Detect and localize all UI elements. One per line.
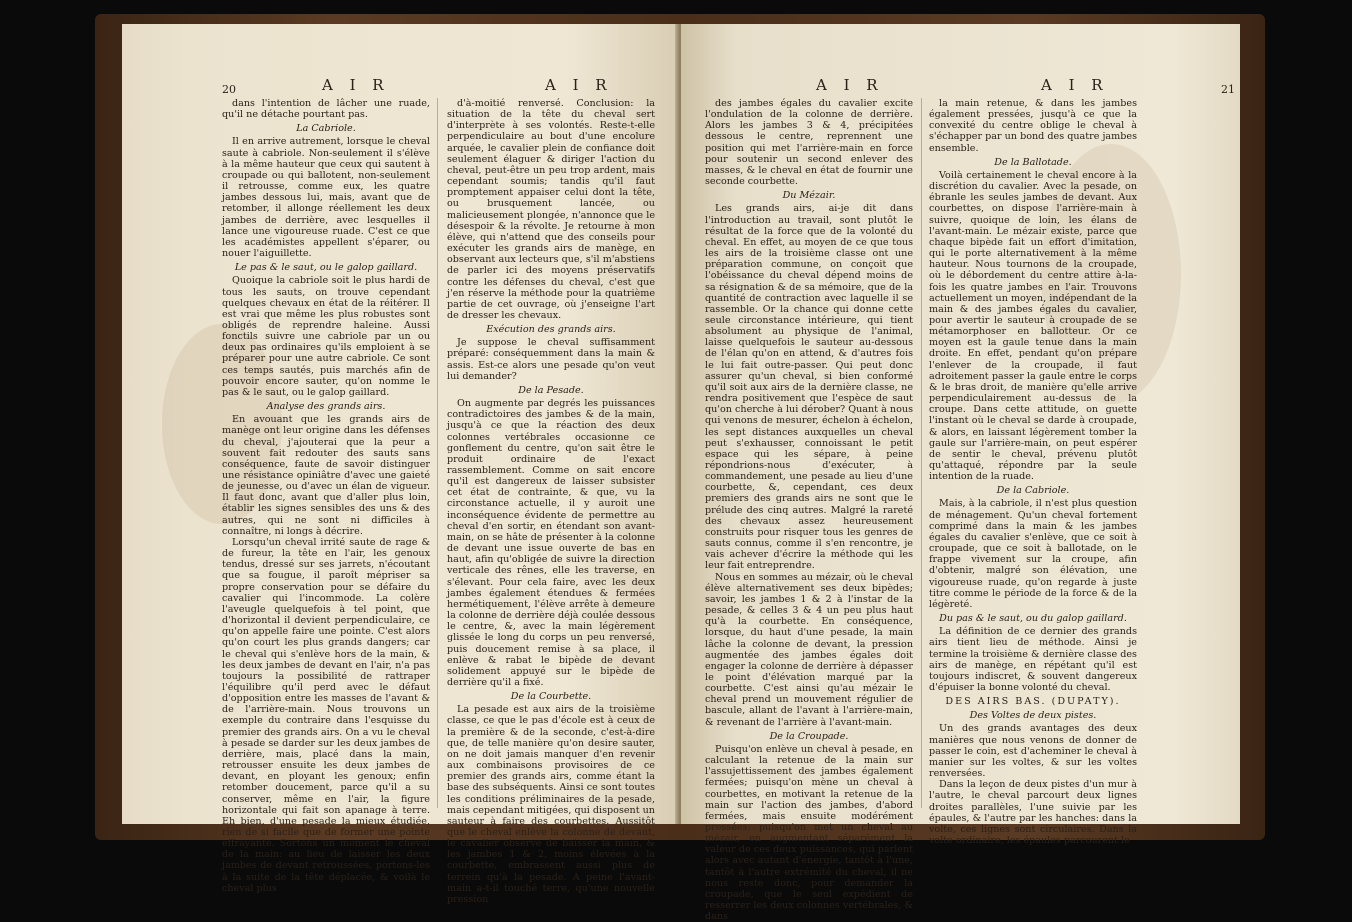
- column-divider: [437, 98, 438, 808]
- text-column: [929, 98, 1137, 846]
- paragraph: Voilà certainement le cheval encore à la discrétion du cavalier. Avec la pesade, on ébranle les seules jambes de devant. Aux courbettes, on dispose l'arrière-main à suivre, quoique de loin, les élans de l'avant-main. Le mézair existe, parce que chaque bipède fait un effort d'imitation, qui le porte alternativement à la même hauteur. Nous tournons de la croupade, où le débordement du centre attire à-la-fois les quatre jambes en l'air. Trouvons actuellement un moyen, indépendant de la main & des jambes égales du cavalier, pour avertir le sauteur à croupade de se métamorphoser en ballotteur. Or ce moyen est la gaule tenue dans la main droite. En effet, pendant qu'on prépare l'enlever de la croupade, il faut adroitement passer la gaule entre le corps & le bras droit, de manière qu'elle arrive perpendiculairement au-dessus de la croupe. Dans cette attitude, on guette l'instant où le cheval se darde à croupade, & alors, en laissant légèrement tomber la gaule sur l'arrière-main, on peut espérer de sentir le cheval, prévenu plutôt qu'attaqué, répondre par la seule intention de la ruade.: [929, 169, 1137, 483]
- section-heading: Des Voltes de deux pistes.: [969, 710, 1097, 722]
- section-heading: La Cabriole.: [296, 123, 356, 135]
- section-heading: Le pas & le saut, ou le galop gaillard.: [234, 262, 418, 274]
- paragraph: Puisqu'on enlève un cheval à pesade, en calculant la retenue de la main sur l'assujettissement des jambes également fermées; puisqu'on mène un cheval à courbettes, en motivant la retenue de la main sur l'action des jambes, d'abord fermées, mais ensuite modérément pressées; puisqu'on met un cheval au mézair, en augmentant séparément la valeur de ces deux puissances, qui parlent alors avec autant d'énergie, tantôt à l'une, tantôt à l'autre extrémité du cheval, il ne nous reste donc, pour demander la croupade, que le seul expédient de resserrer les deux colonnes vertébrales, & dans: [705, 743, 913, 922]
- section-heading: De la Ballotade.: [994, 156, 1072, 168]
- paragraph: Dans la leçon de deux pistes d'un mur à l'autre, le cheval parcourt deux lignes droites parallèles, l'une suivie par les épaules, & l'autre par les hanches: dans la volte, ces lignes sont circulaires. Dans la volte ordinaire, les épaules parcourent le: [929, 779, 1137, 846]
- paragraph: La pesade est aux airs de la troisième classe, ce que le pas d'école est à ceux de la première & de la seconde, c'est-à-dire que, de telle manière qu'on desire sauter, on ne doit jamais manquer d'en revenir aux combinaisons provisoires de ce premier des grands airs, comme étant la base des subséquents. Ainsi ce sont toutes les conditions préliminaires de la pesade, mais cependant mitigées, qui disposent un sauteur à faire des courbettes. Aussitôt que le cheval enlève la colonne de devant, le cavalier observe de baisser la main, & les jambes 1 & 2, moins élevées à la courbette, embrassent aussi plus de terrein qu'à la pesade. A peine l'avant-main a-t-il touché terre, qu'une nouvelle pression: [447, 704, 655, 905]
- section-heading: DES AIRS BAS. (DUPATY).: [945, 696, 1121, 708]
- paragraph: des jambes égales du cavalier excite l'ondulation de la colonne de derrière. Alors les jambes 3 & 4, précipitées dessous le centre, reprennent une position qui met l'arrière-main en force pour soutenir un second enlever des masses, & le cheval en état de fournir une seconde courbette.: [705, 98, 913, 188]
- column-divider: [921, 98, 922, 808]
- paragraph: Je suppose le cheval suffisamment préparé: conséquemment dans la main & assis. Est-ce alors une pesade qu'on veut lui demander?: [447, 337, 655, 382]
- section-heading: De la Courbette.: [510, 691, 592, 703]
- paragraph: Nous en sommes au mézair, où le cheval élève alternativement ses deux bipèdes; savoir, les jambes 1 & 2 à l'instar de la pesade, & celles 3 & 4 un peu plus haut qu'à la courbette. En conséquence, lorsque, du haut d'une pesade, la main lâche la colonne de devant, la pression augmentée des jambes égales doit engager la colonne de derrière à dépasser le point d'élévation marqué par la courbette. C'est ainsi qu'au mézair le cheval prend un mouvement régulier de bascule, allant de l'avant à l'arrière-main, & revenant de l'arrière à l'avant-main.: [705, 571, 913, 728]
- open-book: [95, 14, 1265, 922]
- section-heading: De la Pesade.: [518, 384, 584, 396]
- paragraph: Il en arrive autrement, lorsque le cheval saute à cabriole. Non-seulement il s'élève à la même hauteur que ceux qui sautent à croupade ou qui ballotent, non-seulement il retrousse, comme eux, les quatre jambes dessous lui, mais, avant que de retomber, il allonge réellement les deux jambes de derrière, avec lesquelles il lance une vigoureuse ruade. C'est ce que les académistes appellent s'éparer, ou nouer l'aiguillette.: [222, 136, 430, 260]
- text-column: [447, 98, 655, 905]
- section-heading: Du pas & le saut, ou du galop gaillard.: [939, 613, 1127, 625]
- paragraph: dans l'intention de lâcher une ruade, qu'il ne détache pourtant pas.: [222, 98, 430, 121]
- page-number: 21: [1221, 83, 1235, 96]
- paragraph: la main retenue, & dans les jambes également pressées, jusqu'à ce que la convexité du centre oblige le cheval à s'échapper par un bond des quatre jambes ensemble.: [929, 98, 1137, 154]
- section-heading: De la Croupade.: [769, 730, 849, 742]
- paragraph: d'à-moitié renversé. Conclusion: la situation de la tête du cheval sert d'interprète à ses volontés. Reste-t-elle perpendiculaire au bout d'une encolure arquée, le cavalier plein de confiance doit seulement élaguer & diriger l'action du cheval, peut-être un peu trop ardent, mais cependant soumis; tandis qu'il faut promptement appaiser celui dont la tête, ou brusquement lancée, ou malicieusement plongée, n'annonce que le désespoir & la révolte. Je retourne à mon élève, qui n'attend que des conseils pour exécuter les grands airs de manège, en observant aux lecteurs que, s'il m'abstiens de parler ici des moyens préservatifs contre les défenses du cheval, c'est que j'en réserve la méthode pour la quatrième partie de cet ouvrage, où j'enseigne l'art de dresser les chevaux.: [447, 98, 655, 321]
- section-heading: Analyse des grands airs.: [266, 401, 386, 413]
- running-head: A I R: [545, 76, 613, 94]
- page-number: 20: [222, 83, 236, 96]
- left-page: [122, 24, 678, 905]
- paragraph: Quoique la cabriole soit le plus hardi de tous les sauts, on trouve cependant quelques chevaux en état de la réitérer. Il est vrai que même les plus robustes sont obligés de reprendre haleine. Aussi fonctils suivre une cabriole par un ou deux pas ordinaires qu'ils emploient à se préparer pour une autre cabriole. Ce sont ces temps sautés, puis marchés afin de pouvoir encore sauter, qu'on nomme le pas & le saut, ou le galop gaillard.: [222, 275, 430, 398]
- text-column: [705, 98, 913, 922]
- paragraph: On augmente par degrés les puissances contradictoires des jambes & de la main, jusqu'à ce que la réaction des deux colonnes vertébrales occasionne ce gonflement du centre, qu'on sait être le produit ordinaire de l'exact rassemblement. Comme on sait encore qu'il est dangereux de laisser subsister cet état de contrainte, & que, vu la circonstance actuelle, il y auroit une inconséquence évidente de permettre au cheval d'en sortir, en étendant son avant-main, on se hâte de présenter à la colonne de devant une issue ouverte de bas en haut, afin qu'obligée de suivre la direction verticale des rênes, elle les traverse, en s'élevant. Pour cela faire, avec les deux jambes également étendues & fermées hermétiquement, l'élève arrête à demeure la colonne de derrière déjà coulée dessous le centre, &, avec la main légèrement glissée le long du corps un peu renversé, puis doucement remise à sa place, il enlève & rabat le bipède de devant solidement appuyé sur le bipède de derrière qu'il a fixé.: [447, 398, 655, 688]
- running-head: A I R: [322, 76, 390, 94]
- section-heading: Du Mézair.: [782, 190, 836, 202]
- section-heading: Exécution des grands airs.: [486, 324, 616, 336]
- paragraph: Lorsqu'un cheval irrité saute de rage & de fureur, la tête en l'air, les genoux tendus, dressé sur ses jarrets, n'écoutant que sa fougue, il paroît mépriser sa propre conservation pour se défaire du cavalier qui l'incommode. La colère l'aveugle quelquefois à tel point, que d'horizontal il devient perpendiculaire, ce qu'on appelle faire une pointe. C'est alors qu'on court les plus grands dangers; car le cheval qui s'enlève hors de la main, & les deux jambes de devant en l'air, n'a pas toujours la possibilité de rattraper l'équilibre qu'il perd avec le défaut d'opposition entre les masses de l'avant & de l'arrière-main. Nous trouvons un exemple du contraire dans l'esquisse du premier des grands airs. On a vu le cheval à pesade se darder sur les deux jambes de derrière, mais, placé dans la main, retrousser ensuite les deux jambes de devant, en ployant les genoux; enfin retomber doucement, parce qu'il a su conserver, même en l'air, la figure horizontale qui fait son apanage à terre. Eh bien, d'une pesade la mieux étudiée, rien de si facile que de former une pointe effrayante. Sortons un moment le cheval de la main: au lieu de laisser les deux jambes de devant retroussées, portons-les à la suite de la tête déplacée, & voilà le cheval plus: [222, 536, 430, 894]
- paragraph: La définition de ce dernier des grands airs tient lieu de méthode. Ainsi je termine la troisième & dernière classe des airs de manège, en répétant qu'il est toujours indiscret, & souvent dangereux d'épuiser la bonne volonté du cheval.: [929, 626, 1137, 693]
- text-column: [222, 98, 430, 894]
- right-page: [681, 24, 1240, 922]
- running-head: A I R: [1041, 76, 1109, 94]
- running-head: A I R: [816, 76, 884, 94]
- paragraph: Les grands airs, ai-je dit dans l'introduction au travail, sont plutôt le résultat de la force que de la volonté du cheval. En effet, au moyen de ce que tous les airs de la troisième classe ont une préparation commune, on conçoit que l'obéissance du cheval dépend moins de sa résignation & de sa mémoire, que de la quantité de contraction avec laquelle il se rassemble. Or la chance qui donne cette seule circonstance intérieure, qui tient absolument au physique de l'animal, laisse quelquefois le sauteur au-dessous de l'élan qu'on en attend, & d'autres fois le lui fait outre-passer. Qui peut donc assurer qu'un cheval, si bien conformé qu'il soit aux airs de la dernière classe, ne rendra positivement que l'espèce de saut qu'on cherche à lui dérober? Quant à nous qui venons de mesurer, échelon à échelon, les sept distances auxquelles un cheval peut s'exhausser, connoissant le petit espace qui les sépare, à peine répondrions-nous d'exécuter, à commandement, une pesade au lieu d'une courbette, &, cependant, ces deux premiers des grands airs ne sont que le prélude des cinq autres. Malgré la rareté des chevaux assez heureusement construits pour risquer tous les genres de sauts connus, comme il s'en rencontre, je vais achever d'écrire la méthode qui les leur fait entreprendre.: [705, 203, 913, 572]
- paragraph: Un des grands avantages des deux manières que nous venons de donner de passer le coin, est d'acheminer le cheval à manier sur les voltes, & sur les voltes renversées.: [929, 723, 1137, 780]
- paragraph: Mais, à la cabriole, il n'est plus question de ménagement. Qu'un cheval fortement comprimé dans la main & les jambes égales du cavalier s'enlève, que ce soit à croupade, que ce soit à ballotade, on le frappe vivement sur la croupe, afin d'obtenir, malgré son élévation, une vigoureuse ruade, qu'on regarde à juste titre comme le période de la force & de la légèreté.: [929, 498, 1137, 610]
- section-heading: De la Cabriole.: [996, 485, 1070, 497]
- paragraph: En avouant que les grands airs de manège ont leur origine dans les défenses du cheval, j'ajouterai que la peur a souvent fait redouter des sauts sans conséquence, faute de savoir distinguer une résistance opiniâtre d'avec une gaieté de jeunesse, ou d'avec un élan de vigueur. Il faut donc, avant que d'aller plus loin, établir les signes sensibles des uns & des autres, qui ne sont ni difficiles à connaître, ni longs à décrire.: [222, 414, 430, 537]
